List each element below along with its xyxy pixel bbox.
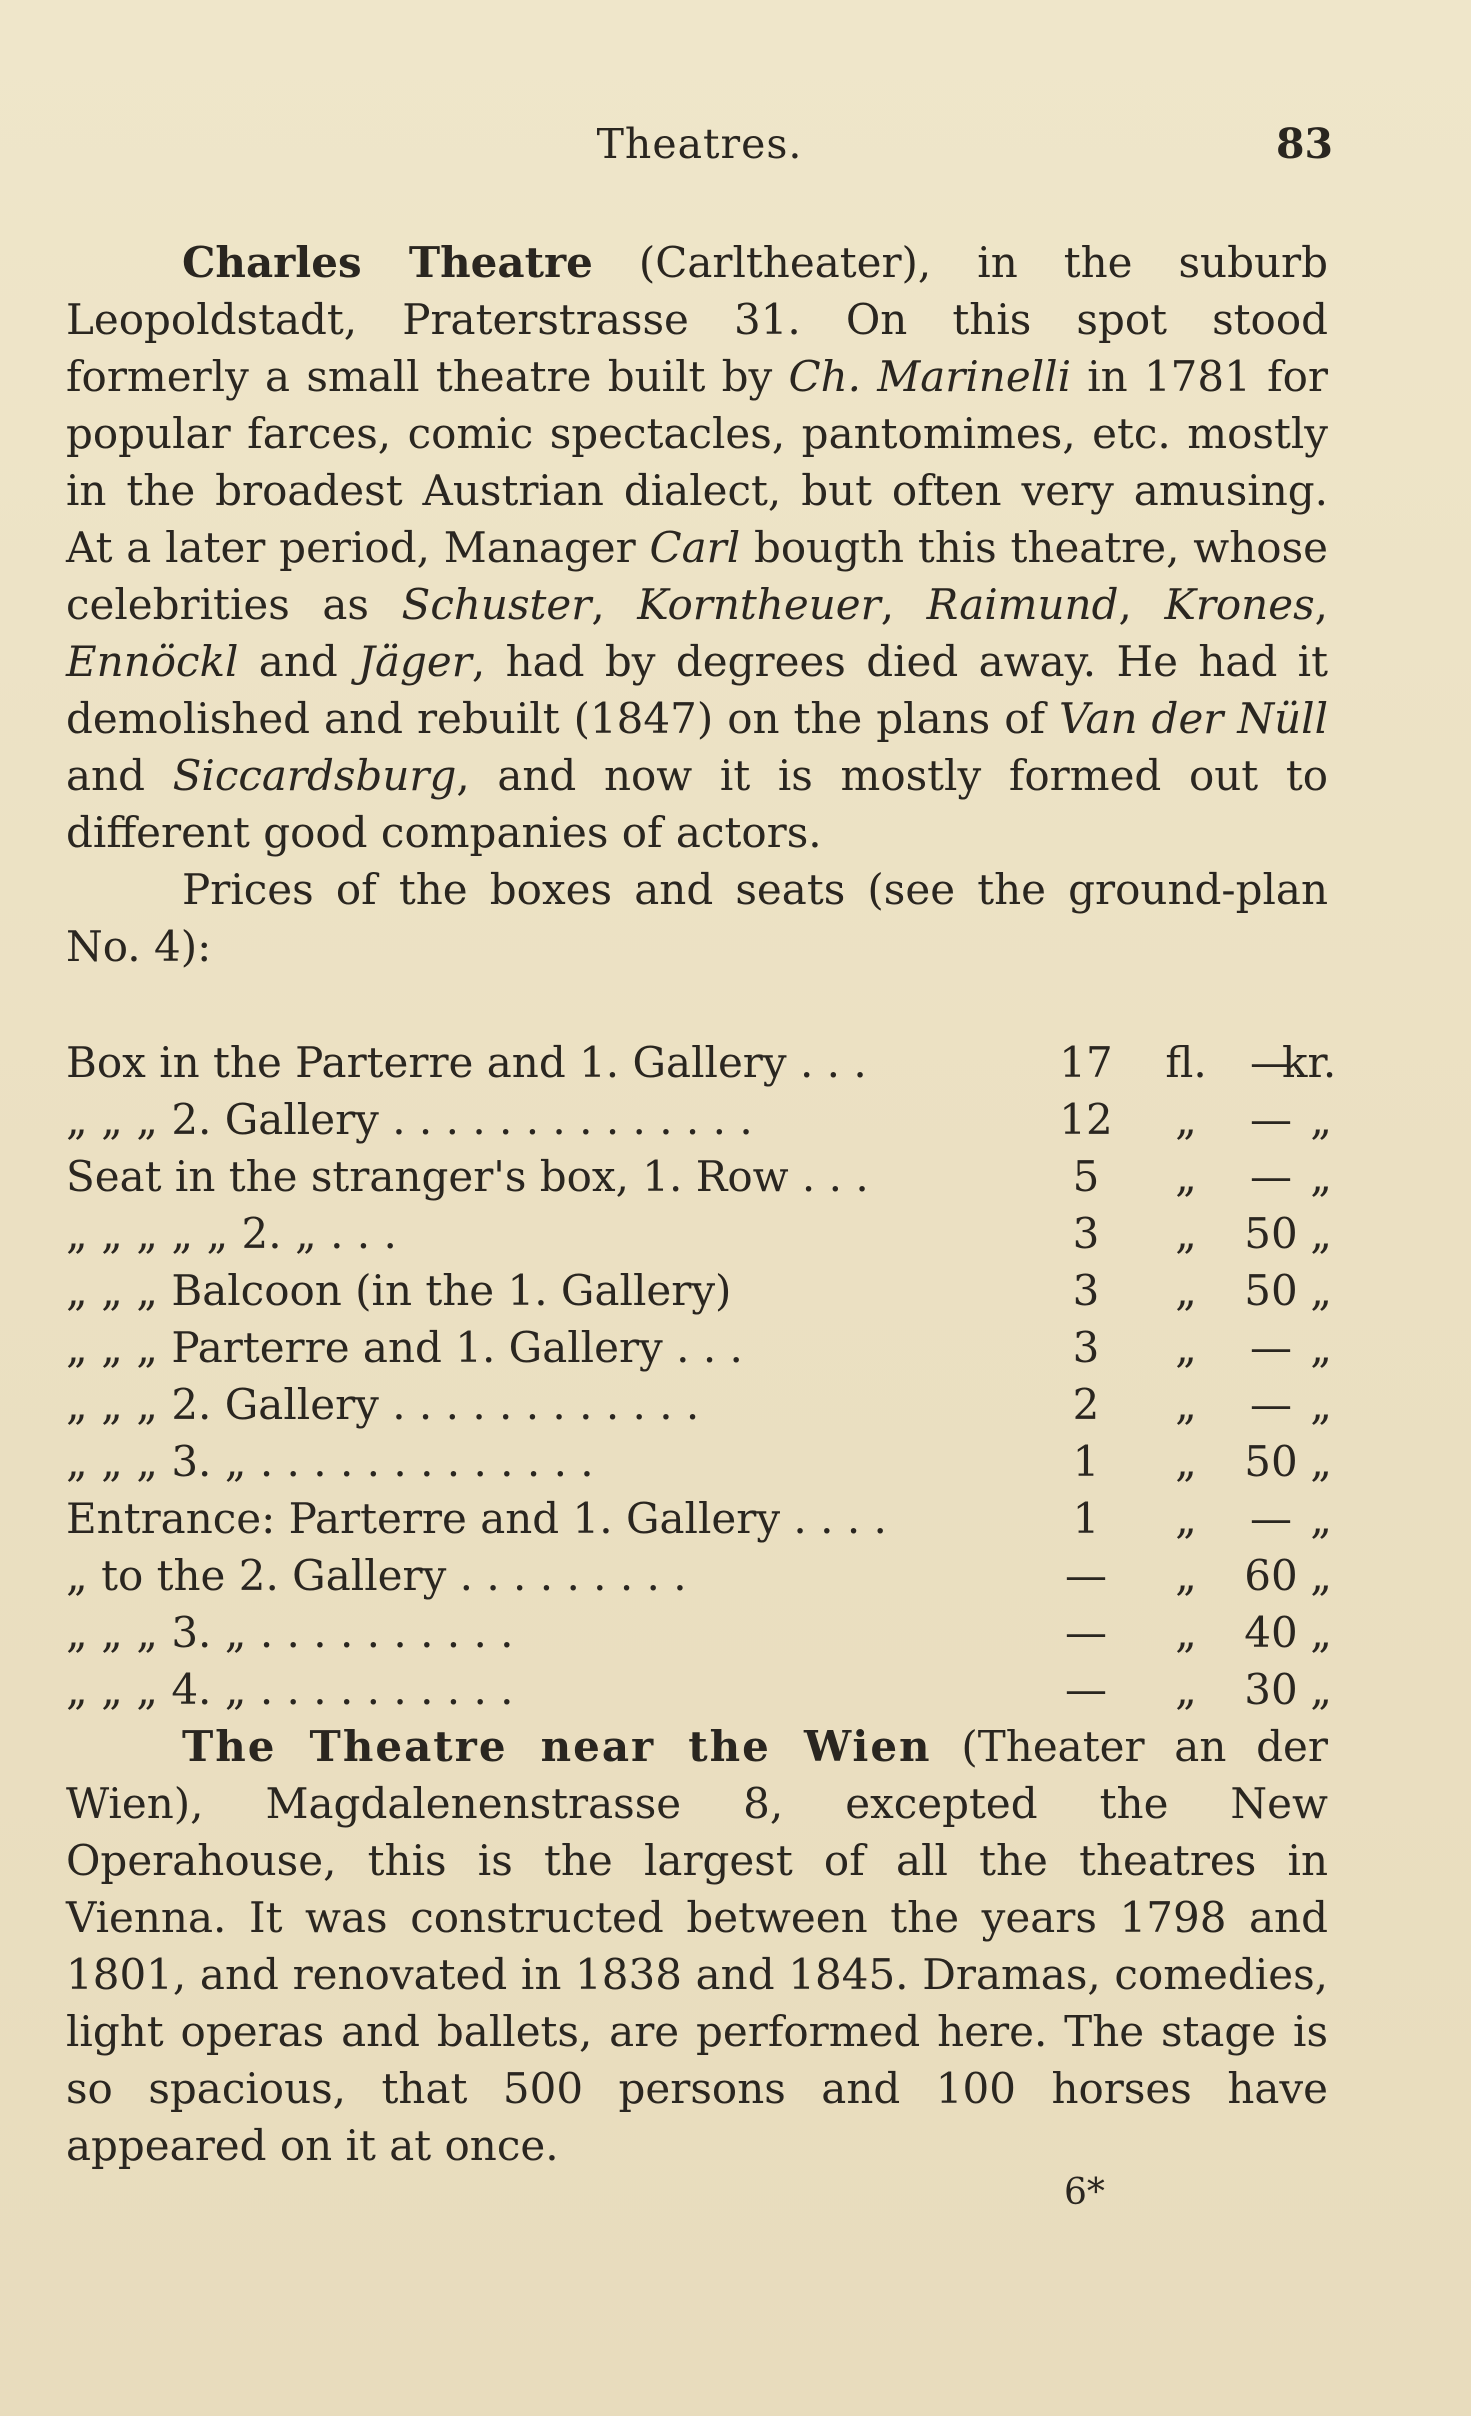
price-kreuzer: 50 (1244, 1266, 1298, 1315)
price-florins: — (1065, 1551, 1107, 1600)
price-description: „ „ „ Balcoon (in the 1. Gallery) (66, 1266, 732, 1315)
price-florins: 5 (1072, 1152, 1100, 1201)
page-header (66, 120, 1333, 180)
price-row (66, 1091, 1332, 1148)
price-kreuzer-unit: „ (1310, 1323, 1332, 1372)
signature-mark: 6* (1064, 2172, 1105, 2213)
price-description: „ „ „ Parterre and 1. Gallery . . . (66, 1323, 743, 1372)
price-florins: 3 (1072, 1323, 1100, 1372)
charles-theatre-paragraph: Charles Theatre (Carltheater), in the suburb Leopoldstadt, Praterstrasse 31. On this spot stood formerly a small theatre built by Ch. Marinelli in 1781 for popular farces, comic spectacles, pantomimes, etc. mostly in the broadest Austrian dialect, but often very amusing. At a later period, Manager Carl bougth this theatre, whose celebrities as Schuster, Korntheuer, Raimund, Krones, Ennöckl and Jäger, had by degrees died away. He had it demolished and rebuilt (1847) on the plans of Van der Nüll and Siccardsburg, and now it is mostly formed out to different good companies of actors. (66, 238, 1329, 857)
price-florin-unit: „ (1175, 1095, 1197, 1144)
price-kreuzer-unit: „ (1310, 1380, 1332, 1429)
price-florin-unit: „ (1175, 1266, 1197, 1315)
price-florin-unit: „ (1175, 1209, 1197, 1258)
price-row (66, 1433, 1332, 1490)
price-table (66, 1034, 1337, 1718)
price-row (66, 1205, 1332, 1262)
price-florins: 1 (1072, 1494, 1100, 1543)
heading-theatre-near-the-wien: The Theatre near the Wien (182, 1722, 932, 1771)
price-kreuzer: 40 (1244, 1608, 1298, 1657)
price-kreuzer-unit: „ (1310, 1665, 1332, 1714)
price-florins: 1 (1072, 1437, 1100, 1486)
price-florins: — (1065, 1608, 1107, 1657)
price-row (66, 1547, 1332, 1604)
price-row (66, 1604, 1332, 1661)
price-row (66, 1490, 1332, 1547)
price-kreuzer: — (1250, 1038, 1292, 1087)
price-kreuzer: — (1250, 1152, 1292, 1201)
price-kreuzer: 50 (1244, 1209, 1298, 1258)
wien-theatre-paragraph: The Theatre near the Wien (Theater an der Wien), Magdalenenstrasse 8, excepted the New Operahouse, this is the largest of all the theatres in Vienna. It was constructed between the years 1798 and 1801, and renovated in 1838 and 1845. Dramas, comedies, light operas and ballets, are performed here. The stage is so spacious, that 500 persons and 100 horses have appeared on it at once. (66, 1722, 1328, 2170)
price-kreuzer: — (1250, 1494, 1292, 1543)
price-kreuzer: 30 (1244, 1665, 1298, 1714)
price-florin-unit: „ (1175, 1152, 1197, 1201)
price-kreuzer: — (1250, 1380, 1292, 1429)
price-florin-unit: „ (1175, 1323, 1197, 1372)
page-number: 83 (1275, 120, 1333, 168)
running-head: Theatres. (596, 120, 803, 168)
body-text-continued (66, 1718, 1328, 2174)
price-description: „ to the 2. Gallery . . . . . . . . . (66, 1551, 687, 1600)
price-description: Entrance: Parterre and 1. Gallery . . . . (66, 1494, 887, 1543)
price-kreuzer-unit: „ (1310, 1608, 1332, 1657)
price-description: „ „ „ 4. „ . . . . . . . . . . (66, 1665, 514, 1714)
price-kreuzer-unit: „ (1310, 1095, 1332, 1144)
price-florins: 3 (1072, 1266, 1100, 1315)
price-row (66, 1661, 1332, 1718)
price-florin-unit: „ (1175, 1608, 1197, 1657)
price-kreuzer-unit: „ (1310, 1437, 1332, 1486)
price-florin-unit: „ (1175, 1665, 1197, 1714)
price-florins: — (1065, 1665, 1107, 1714)
price-kreuzer: — (1250, 1323, 1292, 1372)
heading-charles-theatre: Charles Theatre (182, 238, 593, 287)
price-kreuzer: 50 (1244, 1437, 1298, 1486)
price-florins: 2 (1072, 1380, 1100, 1429)
price-description: „ „ „ 2. Gallery . . . . . . . . . . . . . . (66, 1095, 753, 1144)
price-row (66, 1319, 1332, 1376)
prices-intro-paragraph: Prices of the boxes and seats (see the ground-plan No. 4): (66, 865, 1328, 971)
price-description: „ „ „ 3. „ . . . . . . . . . . . . . (66, 1437, 594, 1486)
price-kreuzer-unit: „ (1310, 1551, 1332, 1600)
price-row (66, 1376, 1332, 1433)
price-description: „ „ „ „ „ 2. „ . . . (66, 1209, 397, 1258)
price-florin-unit: „ (1175, 1380, 1197, 1429)
price-kreuzer-unit: „ (1310, 1266, 1332, 1315)
price-kreuzer-unit: „ (1310, 1209, 1332, 1258)
price-kreuzer-unit: „ (1310, 1494, 1332, 1543)
price-description: Seat in the stranger's box, 1. Row . . . (66, 1152, 869, 1201)
body-text (66, 234, 1328, 975)
price-florin-unit: „ (1175, 1494, 1197, 1543)
price-row (66, 1034, 1337, 1091)
price-description: Box in the Parterre and 1. Gallery . . . (66, 1038, 867, 1087)
price-florins: 3 (1072, 1209, 1100, 1258)
price-row (66, 1262, 1332, 1319)
price-florin-unit: fl. (1165, 1038, 1207, 1087)
price-florin-unit: „ (1175, 1437, 1197, 1486)
price-kreuzer-unit: kr. (1282, 1038, 1337, 1087)
price-florins: 12 (1059, 1095, 1113, 1144)
price-florins: 17 (1059, 1038, 1113, 1087)
price-kreuzer: 60 (1244, 1551, 1298, 1600)
price-description: „ „ „ 3. „ . . . . . . . . . . (66, 1608, 514, 1657)
price-row (66, 1148, 1332, 1205)
price-kreuzer: — (1250, 1095, 1292, 1144)
price-florin-unit: „ (1175, 1551, 1197, 1600)
price-kreuzer-unit: „ (1310, 1152, 1332, 1201)
price-description: „ „ „ 2. Gallery . . . . . . . . . . . . (66, 1380, 700, 1429)
